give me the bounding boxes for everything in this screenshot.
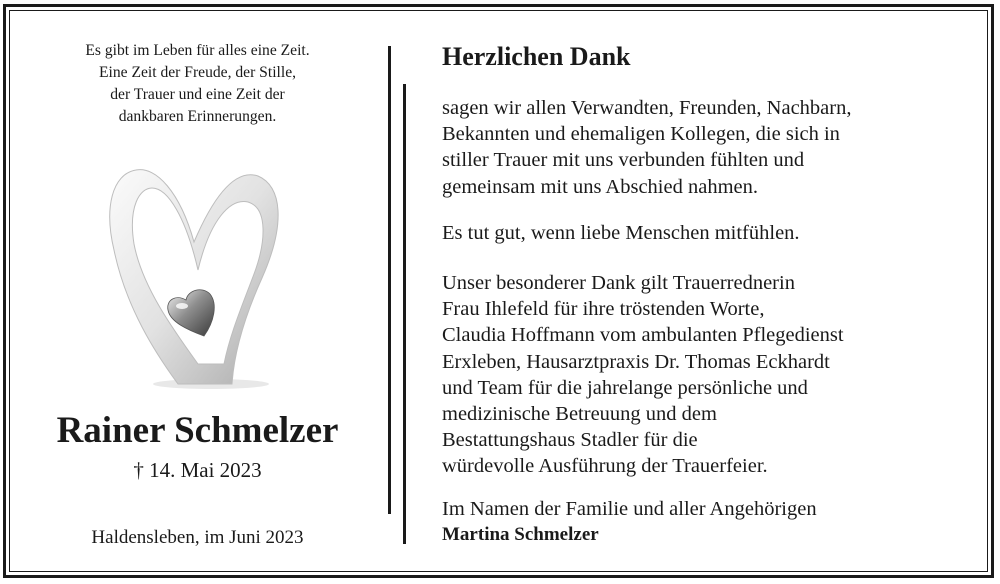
text-line: stiller Trauer mit uns verbunden fühlten und <box>442 149 805 172</box>
text-line: medizinische Betreuung und dem <box>442 403 717 426</box>
text-line: Erxleben, Hausarztpraxis Dr. Thomas Eckhardt <box>442 350 830 373</box>
quote-line: Eine Zeit der Freude, der Stille, <box>98 64 297 81</box>
text-line: Bekannten und ehemaligen Kollegen, die sich in <box>442 123 840 146</box>
heart-sculpture-icon <box>106 158 296 398</box>
text-line: Es tut gut, wenn liebe Menschen mitfühlen. <box>442 222 800 244</box>
text-line: und Team für die jahrelange persönliche und <box>442 376 808 399</box>
quote-line: der Trauer und eine Zeit der <box>110 86 285 103</box>
closing-line: Im Namen der Familie und aller Angehörigen <box>442 498 817 520</box>
quote-line: Es gibt im Leben für alles eine Zeit. <box>85 42 310 59</box>
signer-name: Martina Schmelzer <box>442 524 599 545</box>
text-line: gemeinsam mit uns Abschied nahmen. <box>442 175 758 198</box>
text-line: Claudia Hoffmann vom ambulanten Pflegedienst <box>442 324 844 347</box>
text-line: Frau Ihlefeld für ihre tröstenden Worte, <box>442 298 765 321</box>
text-line: Unser besonderer Dank gilt Trauerrednerin <box>442 272 795 294</box>
deceased-name: Rainer Schmelzer <box>56 410 339 451</box>
thanks-heading: Herzlichen Dank <box>442 42 631 71</box>
death-date: † 14. Mai 2023 <box>133 458 262 482</box>
column-divider <box>388 46 391 514</box>
column-divider <box>403 84 406 544</box>
quote-line: dankbaren Erinnerungen. <box>118 108 277 125</box>
thanks-paragraph <box>442 95 851 200</box>
place-date: Haldensleben, im Juni 2023 <box>91 527 304 548</box>
special-thanks-paragraph <box>442 270 844 480</box>
left-column <box>20 0 375 584</box>
text-line: sagen wir allen Verwandten, Freunden, Nachbarn, <box>442 97 852 119</box>
memorial-quote <box>20 40 375 128</box>
empathy-paragraph <box>442 220 800 246</box>
text-line: Bestattungshaus Stadler für die <box>442 429 698 452</box>
text-line: würdevolle Ausführung der Trauerfeier. <box>442 455 768 478</box>
signature-block <box>442 496 817 548</box>
